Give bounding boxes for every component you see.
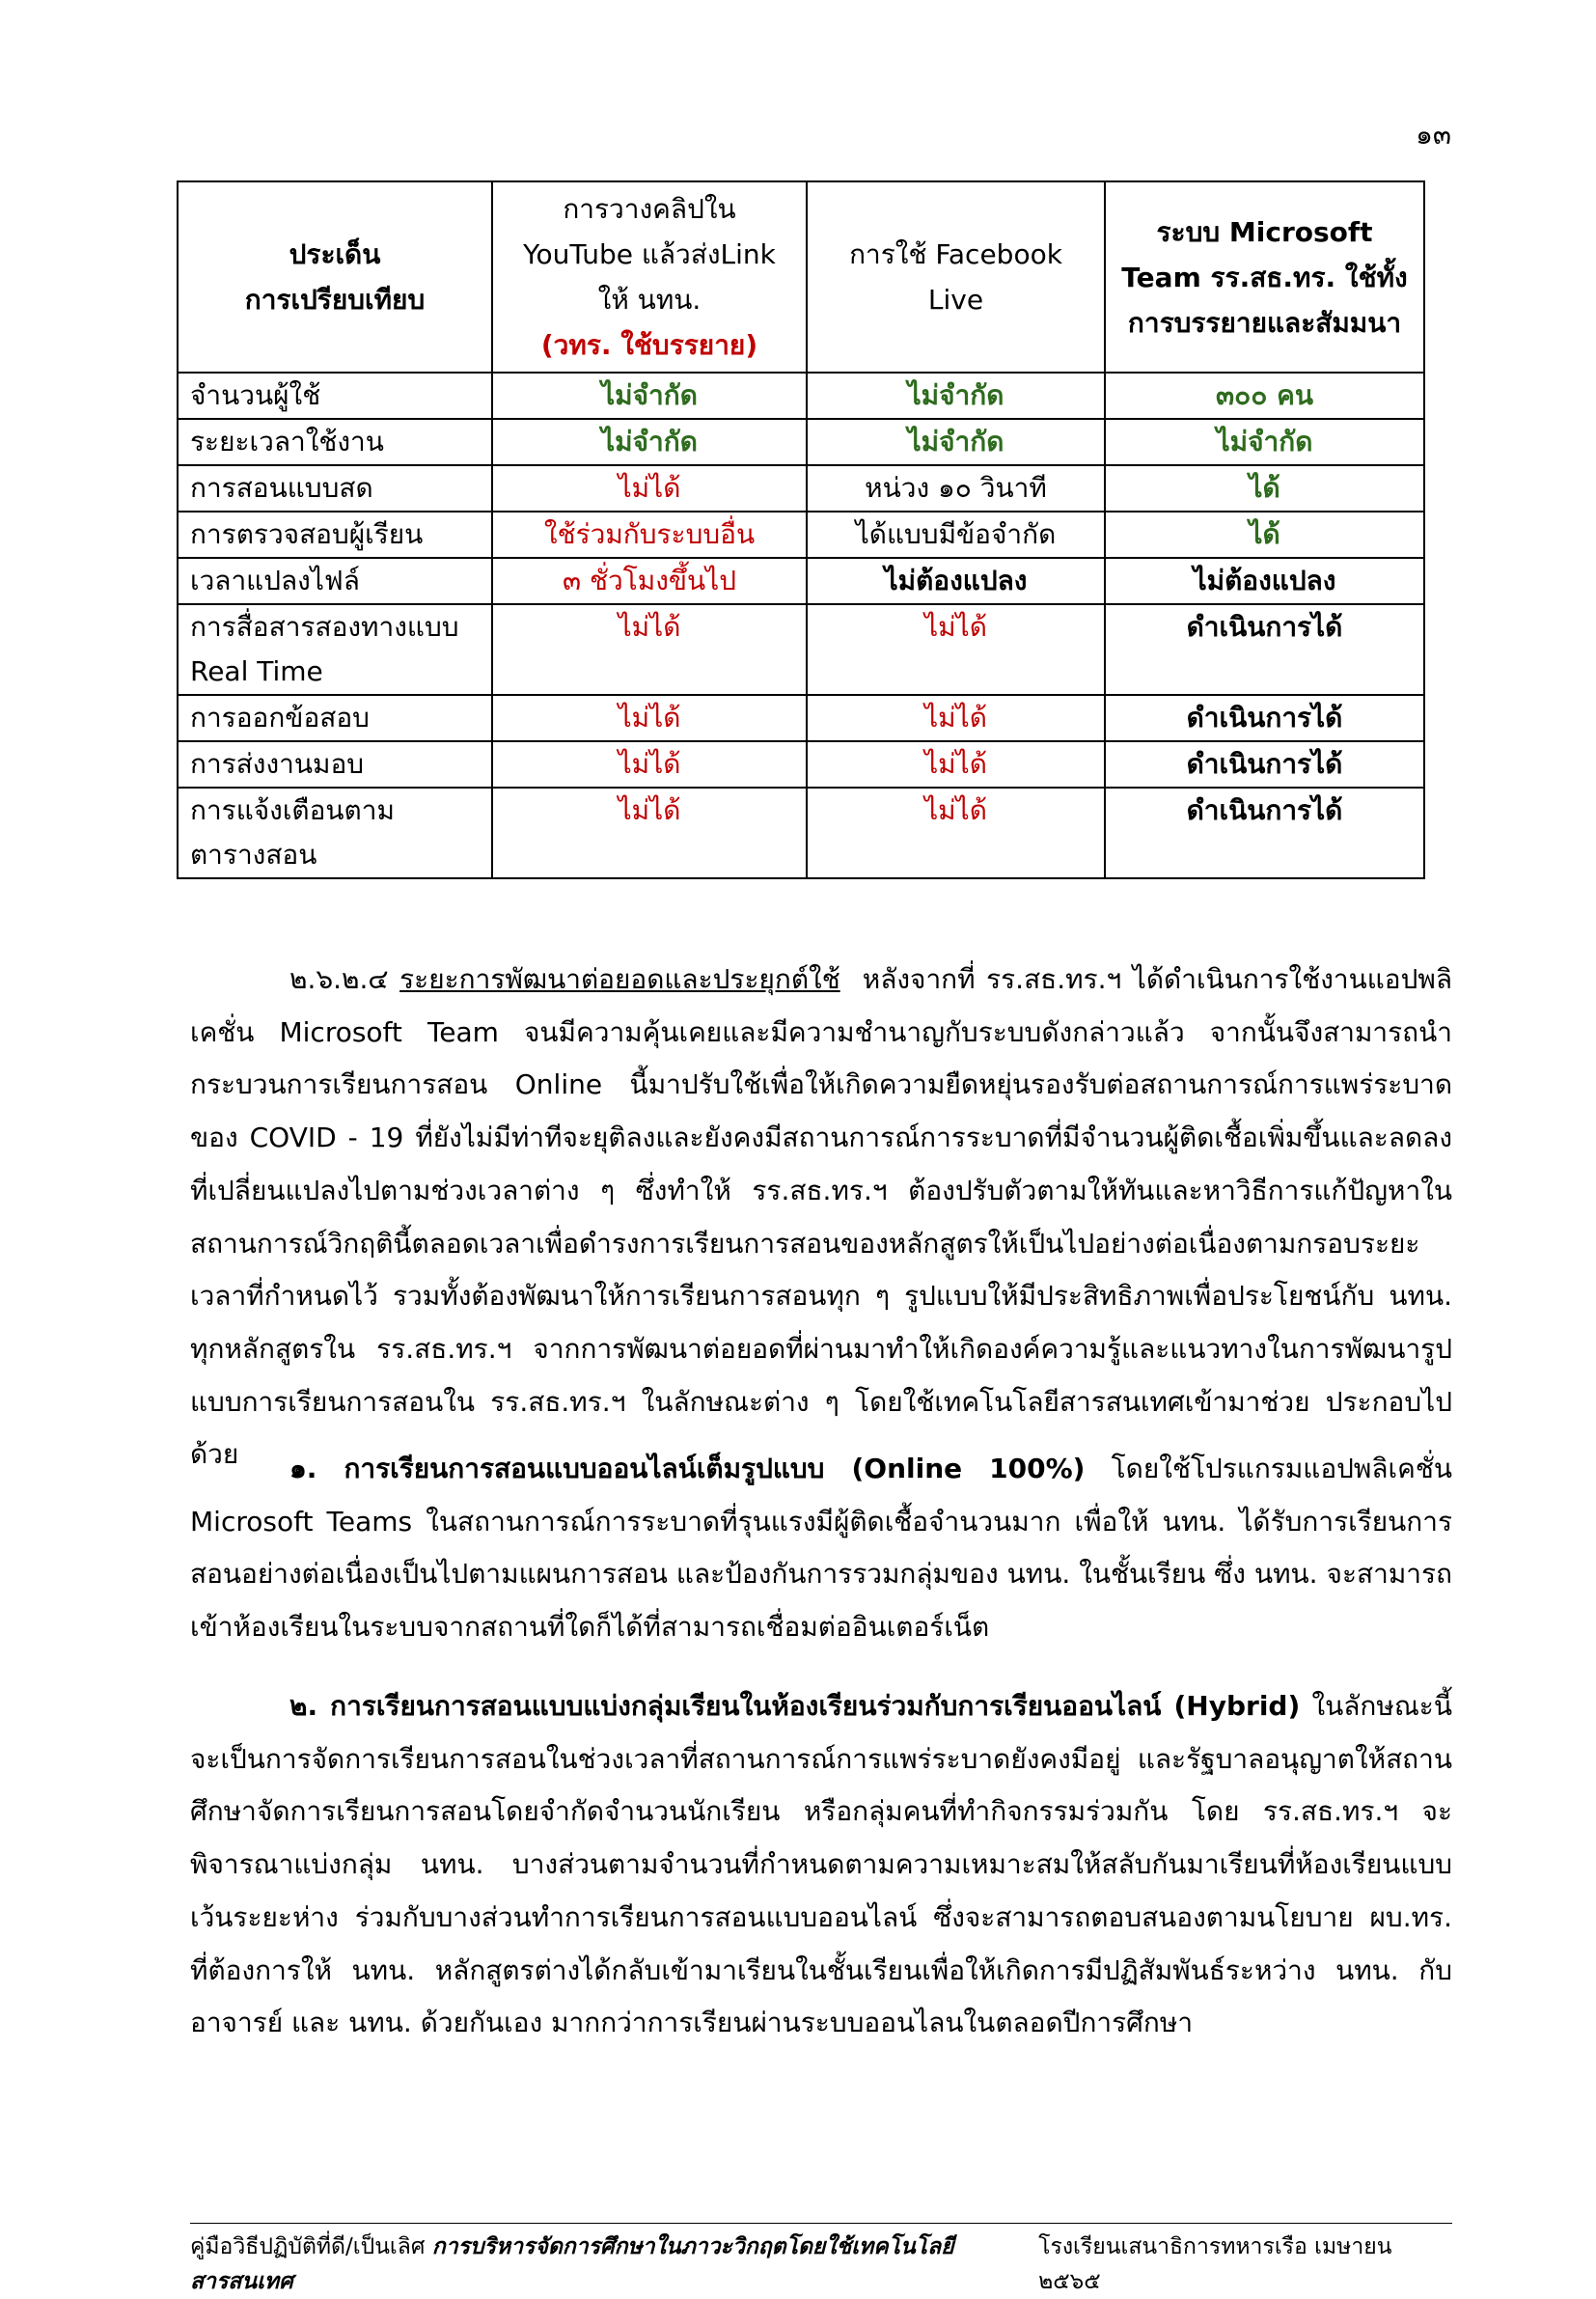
comparison-table [177,180,1425,879]
section-number: ๒.๖.๒.๔ [289,963,389,995]
footer [190,2230,1452,2299]
item-1-title: ๑. การเรียนการสอนแบบออนไลน์เต็มรูปแบบ (Online 100%) [289,1453,1086,1484]
item-2 [190,1680,1452,2050]
item-1 [190,1443,1452,1654]
section-body: หลังจากที่ รร.สธ.ทร.ฯ ได้ดำเนินการใช้งานแอปพลิเคชั่น Microsoft Team จนมีความคุ้นเคยและมีความชำนาญกับระบบดังกล่าวแล้ว จากนั้นจึงสามารถนำกระบวนการเรียนการสอน Online นี้มาปรับใช้เพื่อให้เกิดความยืดหยุ่นรองรับต่อสถานการณ์การแพร่ระบาดของ COVID - 19 ที่ยังไม่มีท่าทีจะยุติลงและยังคงมีสถานการณ์การระบาดที่มีจำนวนผู้ติดเชื้อเพิ่มขึ้นและลดลงที่เปลี่ยนแปลงไปตามช่วงเวลาต่าง ๆ ซึ่งทำให้ รร.สธ.ทร.ฯ ต้องปรับตัวตามให้ทันและหาวิธีการแก้ปัญหาในสถานการณ์วิกฤตินี้ตลอดเวลาเพื่อดำรงการเรียนการสอนของหลักสูตรให้เป็นไปอย่างต่อเนื่องตามกรอบระยะเวลาที่กำหนดไว้ รวมทั้งต้องพัฒนาให้การเรียนการสอนทุก ๆ รูปแบบให้มีประสิทธิภาพเพื่อประโยชน์กับ นทน. ทุกหลักสูตรใน รร.สธ.ทร.ฯ จากการพัฒนาต่อยอดที่ผ่านมาทำให้เกิดองค์ความรู้และแนวทางในการพัฒนารูปแบบการเรียนการสอนใน รร.สธ.ทร.ฯ ในลักษณะต่าง ๆ โดยใช้เทคโนโลยีสารสนเทศเข้ามาช่วย ประกอบไปด้วย [190,963,1452,1471]
item-1-body: โดยใช้โปรแกรมแอปพลิเคชั่น Microsoft Teams ในสถานการณ์การระบาดที่รุนแรงมีผู้ติดเชื้อจำนวนมาก เพื่อให้ นทน. ได้รับการเรียนการสอนอย่างต่อเนื่องเป็นไปตามแผนการสอน และป้องกันการรวมกลุ่มของ นทน. ในชั้นเรียน ซึ่ง นทน. จะสามารถเข้าห้องเรียนในระบบจากสถานที่ใดก็ได้ที่สามารถเชื่อมต่ออินเตอร์เน็ต [190,1453,1452,1644]
table-row: ระยะเวลาใช้งาน ไม่จำกัด ไม่จำกัด ไม่จำกัด [178,419,1424,465]
header-youtube-note: (วทร. ใช้บรรยาย) [540,329,758,361]
table-row: การตรวจสอบผู้เรียน ใช้ร่วมกับระบบอื่น ได้แบบมีข้อจำกัด ได้ [178,512,1424,558]
table-row: การออกข้อสอบ ไม่ได้ ไม่ได้ ดำเนินการได้ [178,695,1424,741]
item-2-title: ๒. การเรียนการสอนแบบแบ่งกลุ่มเรียนในห้องเรียนร่วมกับการเรียนออนไลน์ (Hybrid) [289,1690,1301,1722]
section-heading: ระยะการพัฒนาต่อยอดและประยุกต์ใช้ [399,963,840,995]
table-row: การสื่อสารสองทางแบบ Real Time ไม่ได้ ไม่ได้ ดำเนินการได้ [178,604,1424,695]
header-topic: ประเด็น การเปรียบเทียบ [178,181,492,373]
header-youtube: การวางคลิปใน YouTube แล้วส่งLink ให้ นทน. (วทร. ใช้บรรยาย) [492,181,807,373]
table-header-row [178,181,1424,373]
section-2-6-2-4 [190,954,1452,1482]
footer-divider [190,2223,1452,2224]
table-row: การแจ้งเตือนตาม ตารางสอน ไม่ได้ ไม่ได้ ดำเนินการได้ [178,788,1424,878]
section-paragraph [190,954,1452,1482]
item-2-body: ในลักษณะนี้จะเป็นการจัดการเรียนการสอนในช่วงเวลาที่สถานการณ์การแพร่ระบาดยังคงมีอยู่ และรัฐบาลอนุญาตให้สถานศึกษาจัดการเรียนการสอนโดยจำกัดจำนวนนักเรียน หรือกลุ่มคนที่ทำกิจกรรมร่วมกัน โดย รร.สธ.ทร.ฯ จะพิจารณาแบ่งกลุ่ม นทน. บางส่วนตามจำนวนที่กำหนดตามความเหมาะสมให้สลับกันมาเรียนที่ห้องเรียนแบบเว้นระยะห่าง ร่วมกับบางส่วนทำการเรียนการสอนแบบออนไลน์ ซึ่งจะสามารถตอบสนองตามนโยบาย ผบ.ทร. ที่ต้องการให้ นทน. หลักสูตรต่างได้กลับเข้ามาเรียนในชั้นเรียนเพื่อให้เกิดการมีปฏิสัมพันธ์ระหว่าง นทน. กับ อาจารย์ และ นทน. ด้วยกันเอง มากกว่าการเรียนผ่านระบบออนไลนในตลอดปีการศึกษา [190,1690,1452,2039]
page-number: ๑๓ [1416,119,1451,151]
table-row: การสอนแบบสด ไม่ได้ หน่วง ๑๐ วินาที ได้ [178,465,1424,512]
footer-right: โรงเรียนเสนาธิการทหารเรือ เมษายน ๒๕๖๕ [1038,2234,1392,2294]
footer-left: คู่มือวิธีปฏิบัติที่ดี/เป็นเลิศ [190,2234,426,2259]
table-row: จำนวนผู้ใช้ ไม่จำกัด ไม่จำกัด ๓๐๐ คน [178,373,1424,419]
table-row: เวลาแปลงไฟล์ ๓ ชั่วโมงขึ้นไป ไม่ต้องแปลง ไม่ต้องแปลง [178,558,1424,604]
header-facebook: การใช้ Facebook Live [807,181,1105,373]
footer-left-italic: การบริหารจัดการศึกษาในภาวะวิกฤตโดยใช้เทคโนโลยีสารสนเทศ [190,2234,954,2294]
header-teams: ระบบ Microsoft Team รร.สธ.ทร. ใช้ทั้ง การบรรยายและสัมมนา [1105,181,1424,373]
table-row: การส่งงานมอบ ไม่ได้ ไม่ได้ ดำเนินการได้ [178,741,1424,788]
